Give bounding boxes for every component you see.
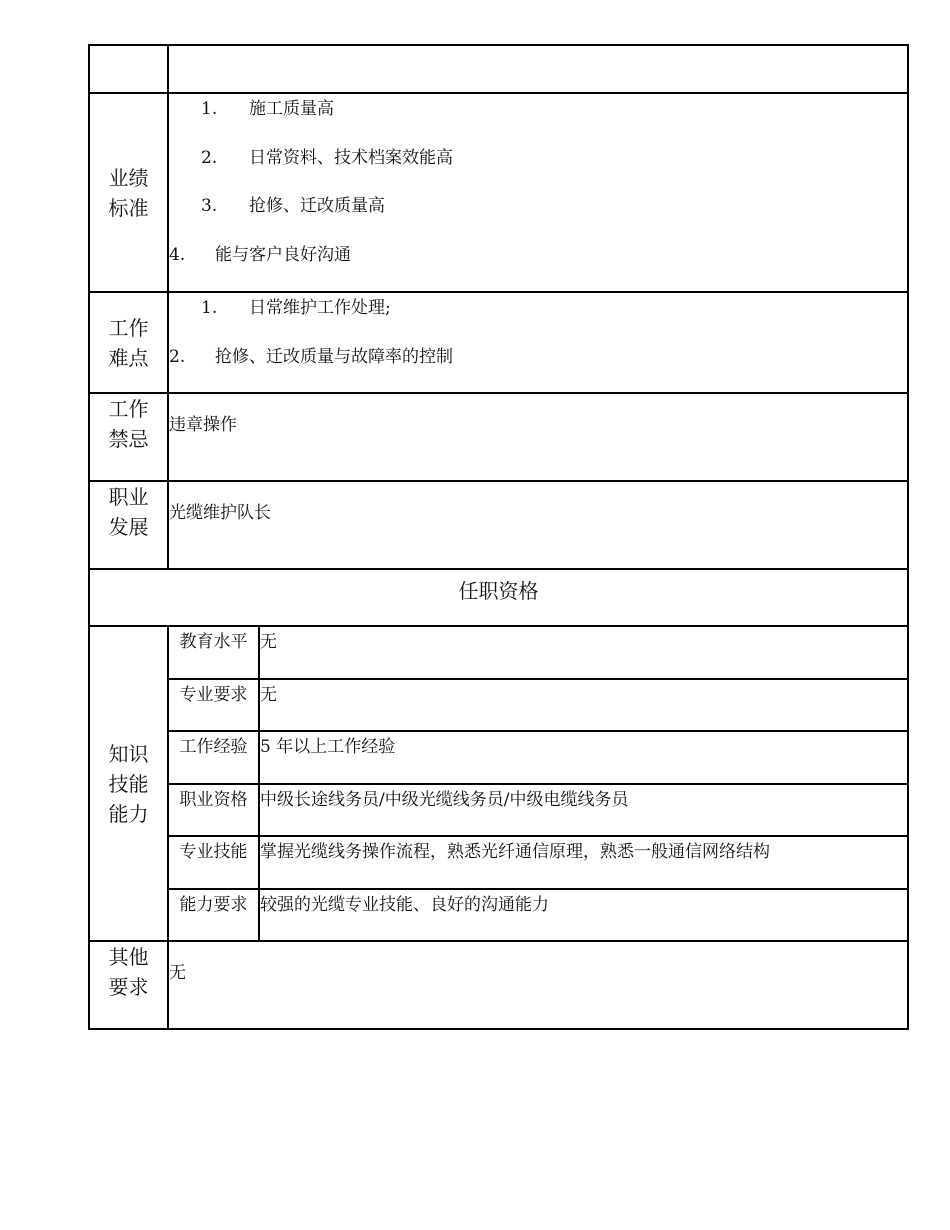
qualification-value: 无 [259,679,907,732]
performance-standards-row [89,93,908,292]
qualification-label: 工作经验 [169,731,259,784]
empty-label-cell [89,45,168,93]
table-row [169,679,907,732]
qualification-value: 5 年以上工作经验 [259,731,907,784]
list-text: 日常维护工作处理; [249,298,391,318]
performance-standards-label: 业绩 标准 [89,93,168,292]
table-row [169,784,907,837]
qualification-label: 教育水平 [169,627,259,679]
other-requirements-row [89,941,908,1029]
list-text: 抢修、迁改质量高 [249,196,385,216]
table-row [169,836,907,889]
career-development-content [168,481,908,569]
list-text: 抢修、迁改质量与故障率的控制 [215,346,453,367]
qualifications-table [169,627,907,940]
list-number: 1. [201,99,218,119]
performance-standards-content [168,93,908,292]
list-number: 2. [201,147,218,168]
empty-content-cell [168,45,908,93]
table-row [169,627,907,679]
list-text: 日常资料、技术档案效能高 [249,147,453,168]
qualification-label: 专业要求 [169,679,259,732]
work-taboos-text: 违章操作 [169,415,237,435]
list-item [169,240,907,289]
list-item [169,143,907,192]
empty-top-row [89,45,908,93]
list-number: 4. [169,244,186,265]
qualification-value: 中级长途线务员/中级光缆线务员/中级电缆线务员 [259,784,907,837]
work-taboos-row [89,393,908,481]
career-development-row [89,481,908,569]
table-row [169,889,907,941]
section-title: 任职资格 [89,569,908,626]
qualification-label: 能力要求 [169,889,259,941]
list-item [169,191,907,240]
career-development-label: 职业 发展 [89,481,168,569]
work-taboos-content [168,393,908,481]
qualifications-label: 知识 技能 能力 [89,626,168,941]
qualification-label: 专业技能 [169,836,259,889]
work-difficulties-label: 工作 难点 [89,292,168,393]
career-development-text: 光缆维护队长 [169,503,271,523]
work-taboos-label: 工作 禁忌 [89,393,168,481]
list-number: 1. [201,298,218,318]
list-text: 能与客户良好沟通 [215,244,351,265]
other-requirements-label: 其他 要求 [89,941,168,1029]
work-difficulties-row [89,292,908,393]
list-item [169,342,907,391]
list-item [169,94,907,143]
qualification-label: 职业资格 [169,784,259,837]
list-item [169,293,907,342]
other-requirements-content [168,941,908,1029]
job-description-table [88,44,909,1030]
table-row [169,731,907,784]
work-difficulties-content [168,292,908,393]
other-requirements-text: 无 [169,963,186,983]
qualifications-title-row [89,569,908,626]
list-number: 2. [169,346,186,367]
qualification-value: 无 [259,627,907,679]
qualifications-row [89,626,908,941]
qualifications-content [168,626,908,941]
qualification-value: 掌握光缆线务操作流程，熟悉光纤通信原理，熟悉一般通信网络结构 [259,836,907,889]
list-number: 3. [201,196,218,216]
qualification-value: 较强的光缆专业技能、良好的沟通能力 [259,889,907,941]
list-text: 施工质量高 [249,99,334,119]
